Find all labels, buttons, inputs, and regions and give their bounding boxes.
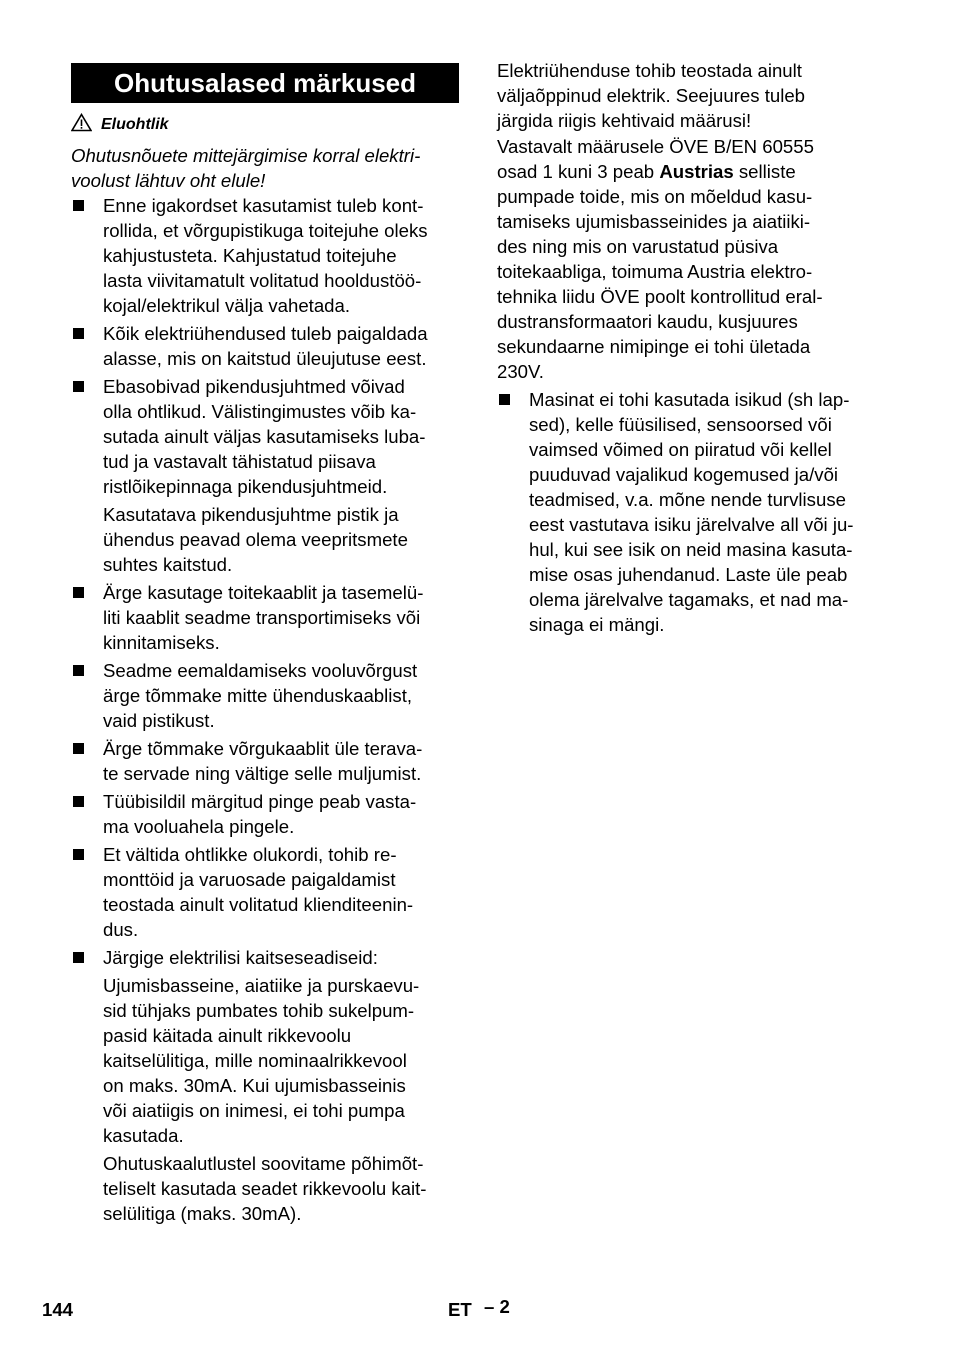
text-line: vaimsed võimed on piiratud või kellel [529,439,832,460]
list-item-text [103,193,463,318]
text-line: Seadme eemaldamiseks vooluvõrgust [103,660,418,681]
warning-text-line: Ohutusnõuete mittejärgimise korral elektri- [71,145,421,166]
list-item-subparagraph [103,1151,463,1226]
text-line: ühendus peavad olema veepritsmete [103,529,408,550]
text-line: tehnika liidu ÖVE poolt kontrollitud eral- [497,286,823,307]
text-line: väljaõppinud elektrik. Seejuures tuleb [497,85,806,106]
text-line: kinnitamiseks. [103,632,220,653]
bullet-square-icon [73,381,84,392]
text-line: tamiseks ujumisbasseinides ja aiatiiki- [497,211,811,232]
text-line: Enne igakordset kasutamist tuleb kont- [103,195,424,216]
text-line: mise osas juhendanud. Laste üle peab [529,564,848,585]
list-item [71,193,463,318]
text-line: Elektriühenduse tohib teostada ainult [497,60,802,81]
text-line: Et vältida ohtlikke olukordi, tohib re- [103,844,397,865]
text-line: sutada ainult väljas kasutamiseks luba- [103,426,426,447]
text-line: alasse, mis on kaitstud üleujutuse eest. [103,348,427,369]
text-line: sekundaarne nimipinge ei tohi ületada [497,336,811,357]
bullet-square-icon [499,394,510,405]
section-heading: Ohutusalased märkused [71,63,459,103]
text-line: dustransformaatori kaudu, kusjuures [497,311,798,332]
right-column [497,58,889,637]
list-item-text [103,945,463,970]
text-line: monttöid ja varuosade paigaldamist [103,869,396,890]
text-line: Ärge tõmmake võrgukaablit üle terava- [103,738,423,759]
list-item [71,736,463,786]
text-line: ma vooluahela pingele. [103,816,295,837]
text-line: Vastavalt määrusele ÖVE B/EN 60555 [497,136,814,157]
list-item-text [103,321,463,371]
bullet-square-icon [73,796,84,807]
list-item-subparagraph [103,502,463,577]
right-paragraph-1 [497,58,889,133]
text-line: Kasutatava pikendusjuhtme pistik ja [103,504,399,525]
text-line: Masinat ei tohi kasutada isikud (sh lap- [529,389,850,410]
bullet-square-icon [73,849,84,860]
bold-country: Austrias [659,161,734,182]
text-line: liti kaablit seadme transportimiseks või [103,607,421,628]
text-line: kaitselülitiga, mille nominaalrikkevool [103,1050,407,1071]
list-item-subparagraph [103,973,463,1148]
right-paragraph-2 [497,134,889,384]
text-line: puuduvad vajalikud kogemused ja/või [529,464,839,485]
text-line: toitekaabliga, toimuma Austria elektro- [497,261,813,282]
bullet-square-icon [73,665,84,676]
text-line: on maks. 30mA. Kui ujumisbasseinis [103,1075,406,1096]
text-line: teadmised, v.a. mõne nende turvlisuse [529,489,846,510]
bullet-square-icon [73,200,84,211]
text-line: tud ja vastavalt tähistatud piisava [103,451,376,472]
warning-triangle-icon [71,113,101,137]
paragraph-rest [497,186,823,382]
text-line: selliste [733,161,796,182]
list-item-text [103,842,463,942]
text-line: järgida riigis kehtivaid määrusi! [497,110,752,131]
bullet-square-icon [73,587,84,598]
warning-label-row [71,112,461,137]
list-item [71,658,463,733]
text-line: osad 1 kuni 3 peab [497,161,660,182]
text-line: teostada ainult volitatud klienditeenin- [103,894,414,915]
text-line: Ärge kasutage toitekaablit ja tasemelü- [103,582,424,603]
text-line: olla ohtlikud. Välistingimustes võib ka- [103,401,417,422]
text-line: selülitiga (maks. 30mA). [103,1203,302,1224]
section-number: – 2 [484,1296,510,1317]
warning-text [71,143,461,193]
page-number: 144 [42,1299,74,1320]
list-item [71,321,463,371]
text-line: ristlõikepinnaga pikendusjuhtmeid. [103,476,388,497]
language-code: ET [448,1299,472,1320]
list-item [71,789,463,839]
text-line: või aiatiigis on inimesi, ei tohi pumpa [103,1100,405,1121]
text-line: teliselt kasutada seadet rikkevoolu kait- [103,1178,427,1199]
text-line: hul, kui see isik on neid masina kasuta- [529,539,853,560]
list-item-text [103,374,463,499]
text-line: Ebasobivad pikendusjuhtmed võivad [103,376,405,397]
list-item [497,387,889,637]
list-item-text [103,658,463,733]
text-line: eest vastutava isiku järelvalve all või ju- [529,514,854,535]
text-line: te servade ning vältige selle muljumist. [103,763,422,784]
list-item-text [103,789,463,839]
text-line: pasid käitada ainult rikkevoolu [103,1025,352,1046]
text-line: suhtes kaitstud. [103,554,233,575]
text-line: Kõik elektriühendused tuleb paigaldada [103,323,428,344]
list-item [71,945,463,1226]
text-line: des ning mis on varustatud püsiva [497,236,779,257]
bullet-square-icon [73,952,84,963]
warning-label: Eluohtlik [101,115,169,133]
text-line: Ujumisbasseine, aiatiike ja purskaevu- [103,975,420,996]
warning-text-line: voolust lähtuv oht elule! [71,170,266,191]
text-line: sed), kelle füüsilised, sensoorsed või [529,414,832,435]
list-item-text [103,736,463,786]
list-item [71,842,463,942]
text-line: Ohutuskaalutlustel soovitame põhimõt- [103,1153,424,1174]
text-line: sinaga ei mängi. [529,614,665,635]
text-line: pumpade toide, mis on mõeldud kasu- [497,186,813,207]
bullet-square-icon [73,743,84,754]
list-item-text [103,580,463,655]
text-line: rollida, et võrgupistikuga toitejuhe oleks [103,220,428,241]
text-line: 230V. [497,361,544,382]
text-line: kahjustusteta. Kahjustatud toitejuhe [103,245,397,266]
text-line: olema järelvalve tagamaks, et nad ma- [529,589,849,610]
text-line: kojal/elektrikul välja vahetada. [103,295,351,316]
bullet-square-icon [73,328,84,339]
text-line: vaid pistikust. [103,710,215,731]
text-line: kasutada. [103,1125,184,1146]
text-line: lasta viivitamatult volitatud hooldustöö- [103,270,422,291]
text-line: Järgige elektrilisi kaitseseadiseid: [103,947,378,968]
text-line: Tüübisildil märgitud pinge peab vasta- [103,791,417,812]
list-item [71,374,463,577]
list-item [71,580,463,655]
text-line: ärge tõmmake mitte ühenduskaablist, [103,685,413,706]
list-item-text [529,387,889,637]
left-bullet-list [71,193,463,1226]
text-line: sid tühjaks pumbates tohib sukelpum- [103,1000,415,1021]
text-line: dus. [103,919,139,940]
